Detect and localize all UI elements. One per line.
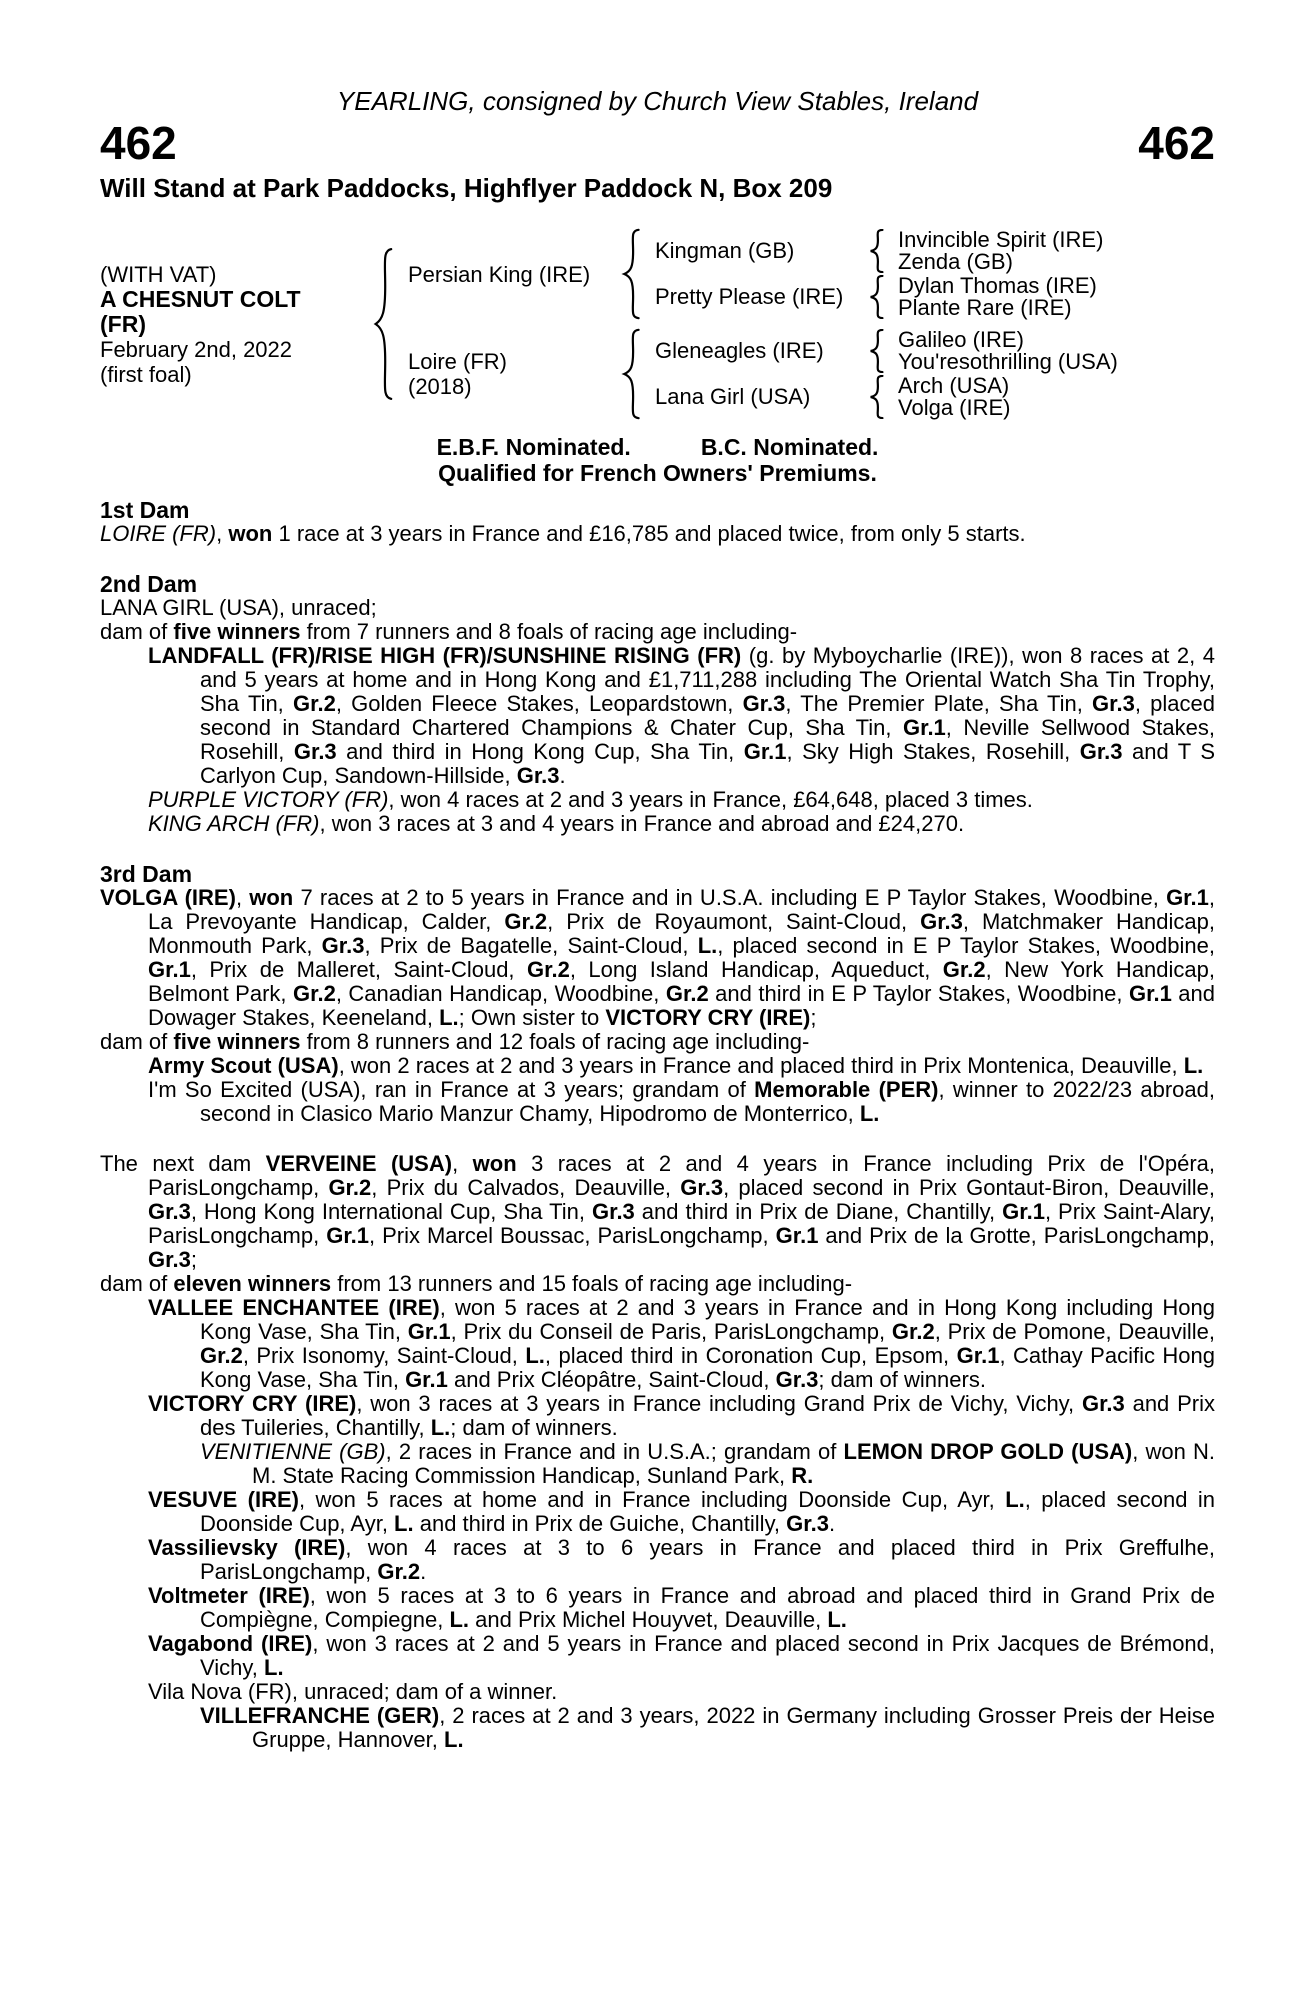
bc-nomination: B.C. Nominated. [700, 434, 879, 460]
lot-number-right: 462 [1138, 117, 1215, 169]
granddam-group [643, 375, 1215, 419]
nominations-line [100, 434, 1215, 460]
text-run: , Hong Kong International Cup, Sha Tin, [190, 1199, 592, 1224]
catalog-paragraph [100, 1272, 1215, 1296]
text-run: , Prix Saint-Alary, ParisLongchamp, [148, 1199, 1215, 1248]
text-run: , placed second in Doonside Cup, Ayr, [200, 1487, 1216, 1536]
text-run: from 7 runners and 8 foals of racing age including- [300, 619, 798, 644]
text-run: , Prix du Calvados, Deauville, [371, 1175, 681, 1200]
text-run: Gr.1 [743, 739, 787, 764]
dam-name-block [396, 349, 621, 399]
pedigree-table [100, 228, 1215, 420]
catalog-paragraph [100, 1078, 1215, 1126]
brace-icon [868, 229, 886, 273]
ggp-name: You'resothrilling (USA) [898, 349, 1118, 374]
text-run: ; dam of winners. [818, 1367, 986, 1392]
catalog-paragraph [100, 1296, 1215, 1392]
catalog-paragraph [100, 644, 1215, 788]
text-run: KING ARCH (FR) [148, 811, 320, 836]
catalog-paragraph [100, 1440, 1215, 1488]
text-run: , won 3 races at 3 years in France including Grand Prix de Vichy, Vichy, [356, 1391, 1082, 1416]
text-run: LANA GIRL (USA), unraced; [100, 595, 377, 620]
text-run: , placed second in Standard Chartered Champions & Chater Cup, Sha Tin, [200, 691, 1215, 740]
text-run: ; [810, 1005, 817, 1030]
text-run: Voltmeter (IRE) [148, 1583, 310, 1608]
brace-icon [372, 246, 396, 402]
text-run: Gr.1 [902, 715, 946, 740]
catalog-paragraph [100, 596, 1215, 620]
section-heading [100, 862, 1215, 886]
text-run: Gr.3 [1079, 739, 1123, 764]
consignor-line: YEARLING, consigned by Church View Stables, Ireland [336, 86, 979, 116]
text-run: and third in Prix de Guiche, Chantilly, [413, 1511, 787, 1536]
catalog-paragraph [100, 1680, 1215, 1704]
text-run: L. [525, 1343, 545, 1368]
text-run: 1st Dam [100, 497, 190, 523]
text-run: and Prix des Tuileries, Chantilly, [200, 1391, 1215, 1440]
ggp-name: Arch (USA) [898, 373, 1010, 398]
text-run: VILLEFRANCHE (GER) [200, 1703, 440, 1728]
pedigree-generations [396, 228, 1215, 420]
text-run: 2nd Dam [100, 571, 198, 597]
grandsire-name: Gleneagles (IRE) [655, 338, 824, 363]
brace-icon [621, 328, 643, 420]
text-run: R. [791, 1463, 814, 1488]
text-run: Gr.2 [891, 1319, 935, 1344]
text-run: L. [264, 1655, 284, 1680]
foal-note: (first foal) [100, 361, 192, 387]
text-run: , won 4 races at 3 to 6 years in France and placed third in Prix Greffulhe, ParisLongchamp, [200, 1535, 1215, 1584]
ggp-name: Volga (IRE) [898, 395, 1011, 420]
text-run: Gr.3 [1092, 691, 1135, 716]
lot-number-left: 462 [100, 117, 177, 169]
text-run: Gr.3 [148, 1247, 191, 1272]
text-run: , Prix de Pomone, Deauville, [934, 1319, 1215, 1344]
catalog-paragraph [100, 1488, 1215, 1536]
text-run: (g. by Myboycharlie (IRE)), won 8 races at 2, 4 and 5 years at home and in Hong Kong and £1,711,288 including The Oriental Watch Sha Tin Trophy, Sha Tin, [200, 643, 1215, 716]
text-run: , placed second in Prix Gontaut-Biron, Deauville, [723, 1175, 1216, 1200]
text-run: 7 races at 2 to 5 years in France and in U.S.A. including E P Taylor Stakes, Woodbine, [293, 885, 1167, 910]
text-run: L. [697, 933, 718, 958]
text-run: , won 5 races at 3 to 6 years in France and abroad and placed third in Grand Prix de Compiègne, Compiegne, [200, 1583, 1215, 1632]
text-run: VICTORY CRY (IRE) [605, 1005, 811, 1030]
text-run: L. [444, 1727, 464, 1752]
text-run: , won 3 races at 3 and 4 years in France and abroad and £24,270. [319, 811, 965, 836]
text-run: Gr.1 [956, 1343, 1000, 1368]
text-run: Vagabond (IRE) [148, 1631, 313, 1656]
text-run: , Prix de Malleret, Saint-Cloud, [190, 957, 527, 982]
text-run: Army Scout (USA) [148, 1053, 339, 1078]
text-run: , Cathay Pacific Hong Kong Vase, Sha Tin, [200, 1343, 1216, 1392]
text-run: from 8 runners and 12 foals of racing age including- [300, 1029, 810, 1054]
text-run: , won 5 races at home and in France including Doonside Cup, Ayr, [299, 1487, 1006, 1512]
text-run: five winners [173, 1029, 301, 1054]
text-run: VESUVE (IRE) [148, 1487, 300, 1512]
text-run: , Prix du Conseil de Paris, ParisLongchamp, [450, 1319, 892, 1344]
text-run: LEMON DROP GOLD (USA) [843, 1439, 1133, 1464]
text-run: Gr.2 [200, 1343, 243, 1368]
text-run: Gr.3 [775, 1367, 819, 1392]
text-run: Gr.1 [326, 1223, 370, 1248]
ggp-name: Plante Rare (IRE) [898, 295, 1072, 320]
text-run: The next dam [100, 1151, 266, 1176]
text-run: Gr.3 [920, 909, 963, 934]
text-run: , Prix de Bagatelle, Saint-Cloud, [364, 933, 698, 958]
text-run: Gr.2 [293, 981, 336, 1006]
granddam-name: Pretty Please (IRE) [655, 284, 844, 309]
text-run: and Prix Cléopâtre, Saint-Cloud, [447, 1367, 776, 1392]
text-run: LOIRE (FR) [100, 521, 217, 546]
text-run: and third in E P Taylor Stakes, Woodbine, [708, 981, 1130, 1006]
catalog-paragraph [100, 788, 1215, 812]
text-run: ; Own sister to [458, 1005, 606, 1030]
text-run: , Sky High Stakes, Rosehill, [786, 739, 1080, 764]
section-heading [100, 572, 1215, 596]
text-run: Vila Nova (FR), unraced; dam of a winner. [148, 1679, 558, 1704]
text-run: Gr.1 [775, 1223, 819, 1248]
premium-qualification: Qualified for French Owners' Premiums. [438, 460, 877, 486]
text-run: won [228, 521, 273, 546]
text-run: ; [190, 1247, 197, 1272]
text-run: 3rd Dam [100, 861, 193, 887]
text-run: VICTORY CRY (IRE) [148, 1391, 357, 1416]
text-run: Gr.1 [407, 1319, 451, 1344]
text-run: won [472, 1151, 517, 1176]
text-run: , [452, 1151, 473, 1176]
text-run: eleven winners [173, 1271, 332, 1296]
ggp-name: Invincible Spirit (IRE) [898, 227, 1104, 252]
dam-branch [396, 328, 1215, 420]
text-run: L. [439, 1005, 459, 1030]
text-run: Gr.2 [293, 691, 336, 716]
stand-location: Will Stand at Park Paddocks, Highflyer Paddock N, Box 209 [100, 173, 833, 203]
text-run: PURPLE VICTORY (FR) [148, 787, 389, 812]
text-run: Vassilievsky (IRE) [148, 1535, 346, 1560]
text-run: , [235, 885, 250, 910]
text-run: Gr.2 [328, 1175, 372, 1200]
dam-name: Loire (FR) [408, 349, 508, 374]
catalog-paragraph [100, 1392, 1215, 1440]
catalog-body [100, 498, 1215, 1752]
granddam-group [643, 275, 1215, 319]
text-run: Gr.1 [405, 1367, 448, 1392]
text-run: , won 5 races at 2 and 3 years in France and in Hong Kong including Hong Kong Vase, Sha Tin, [200, 1295, 1216, 1344]
catalog-paragraph [100, 1704, 1215, 1752]
catalog-paragraph [100, 1054, 1215, 1078]
text-run: L. [1005, 1487, 1025, 1512]
text-run: won [249, 885, 294, 910]
ggp-name: Galileo (IRE) [898, 327, 1024, 352]
text-run: LANDFALL (FR)/RISE HIGH (FR)/SUNSHINE RISING (FR) [148, 643, 742, 668]
text-run: I'm So Excited (USA), ran in France at 3 years; grandam of [148, 1077, 755, 1102]
text-run: and third in Prix de Diane, Chantilly, [634, 1199, 1003, 1224]
text-run: L. [449, 1607, 470, 1632]
text-run: L. [430, 1415, 451, 1440]
catalog-paragraph [100, 1536, 1215, 1584]
text-run: , Neville Sellwood Stakes, Rosehill, [200, 715, 1215, 764]
text-run: Gr.1 [148, 957, 191, 982]
text-run: L. [1183, 1053, 1204, 1078]
grandsire-group [643, 229, 1215, 273]
text-run: , The Premier Plate, Sha Tin, [785, 691, 1093, 716]
subject-block [100, 262, 372, 387]
grandsire-name: Kingman (GB) [655, 238, 795, 263]
ggp-name: Zenda (GB) [898, 249, 1013, 274]
text-run: ; dam of winners. [450, 1415, 618, 1440]
text-run: five winners [173, 619, 301, 644]
brace-icon [868, 275, 886, 319]
text-run: and T S Carlyon Cup, Sandown-Hillside, [200, 739, 1215, 788]
text-run: . [828, 1511, 836, 1536]
text-run: , won 4 races at 2 and 3 years in France, £64,648, placed 3 times. [388, 787, 1033, 812]
text-run: Gr.1 [1129, 981, 1172, 1006]
text-run: L. [827, 1607, 847, 1632]
text-run: L. [394, 1511, 414, 1536]
text-run: Gr.3 [786, 1511, 829, 1536]
text-run: . [420, 1559, 427, 1584]
catalog-paragraph [100, 1632, 1215, 1680]
text-run: Gr.1 [1002, 1199, 1045, 1224]
text-run: Gr.3 [680, 1175, 724, 1200]
text-run: and third in Hong Kong Cup, Sha Tin, [336, 739, 744, 764]
text-run: Gr.1 [1166, 885, 1209, 910]
text-run: Gr.2 [504, 909, 548, 934]
text-run: , won 3 races at 2 and 5 years in France and placed second in Prix Jacques de Brémond, Vichy, [200, 1631, 1216, 1680]
text-run: VOLGA (IRE) [100, 885, 236, 910]
catalog-paragraph [100, 620, 1215, 644]
catalog-paragraph [100, 522, 1215, 546]
text-run: , La Prevoyante Handicap, Calder, [148, 885, 1215, 934]
text-run: . [559, 763, 566, 788]
text-run: Gr.3 [148, 1199, 191, 1224]
text-run: , placed third in Coronation Cup, Epsom, [544, 1343, 957, 1368]
ggp-name: Dylan Thomas (IRE) [898, 273, 1097, 298]
text-run: , won 2 races at 2 and 3 years in France and placed third in Prix Montenica, Deauville, [338, 1053, 1184, 1078]
text-run: Gr.2 [942, 957, 986, 982]
text-run: Gr.3 [321, 933, 365, 958]
text-run: Gr.3 [742, 691, 786, 716]
text-run: dam of [100, 619, 174, 644]
brace-icon [621, 228, 643, 320]
text-run: Gr.2 [377, 1559, 421, 1584]
text-run: , Matchmaker Handicap, Monmouth Park, [148, 909, 1216, 958]
catalog-paragraph [100, 1152, 1215, 1272]
subject-name: A CHESNUT COLT [100, 285, 301, 312]
sire-branch [396, 228, 1215, 320]
brace-icon [868, 329, 886, 373]
text-run: , New York Handicap, Belmont Park, [148, 957, 1215, 1006]
text-run: , Long Island Handicap, Aqueduct, [569, 957, 943, 982]
text-run: , Prix de Royaumont, Saint-Cloud, [547, 909, 921, 934]
text-run: , Prix Marcel Boussac, ParisLongchamp, [369, 1223, 776, 1248]
text-run: Gr.3 [516, 763, 560, 788]
granddam-name: Lana Girl (USA) [655, 384, 811, 409]
text-run: , winner to 2022/23 abroad, second in Clasico Mario Manzur Chamy, Hipodromo de Monterrico, [200, 1077, 1216, 1126]
text-run: Gr.2 [527, 957, 570, 982]
text-run: , 2 races at 2 and 3 years, 2022 in Germany including Grosser Preis der Heise Gruppe, Hannover, [252, 1703, 1215, 1752]
text-run: dam of [100, 1271, 174, 1296]
catalog-paragraph [100, 886, 1215, 1030]
text-run: 1 race at 3 years in France and £16,785 and placed twice, from only 5 starts. [272, 521, 1026, 546]
lot-number-row [100, 117, 1215, 169]
text-run: , Canadian Handicap, Woodbine, [335, 981, 666, 1006]
brace-icon [868, 375, 886, 419]
text-run: L. [859, 1101, 880, 1126]
section-heading [100, 498, 1215, 522]
text-run: 3 races at 2 and 4 years in France including Prix de l'Opéra, ParisLongchamp, [148, 1151, 1216, 1200]
text-run: from 13 runners and 15 foals of racing age including- [331, 1271, 853, 1296]
subject-suffix: (FR) [100, 310, 146, 337]
vat-note: (WITH VAT) [100, 261, 217, 287]
catalog-paragraph [100, 812, 1215, 836]
text-run: and Prix Michel Houyvet, Deauville, [469, 1607, 828, 1632]
catalog-paragraph [100, 1584, 1215, 1632]
text-run: and Prix de la Grotte, ParisLongchamp, [818, 1223, 1215, 1248]
catalog-paragraph [100, 1030, 1215, 1054]
grandsire-group [643, 329, 1215, 373]
text-run: VENITIENNE (GB) [200, 1439, 386, 1464]
text-run: , won N. M. State Racing Commission Handicap, Sunland Park, [252, 1439, 1215, 1488]
ebf-nomination: E.B.F. Nominated. [436, 434, 631, 460]
text-run: Memorable (PER) [754, 1077, 939, 1102]
dam-year: (2018) [408, 374, 472, 399]
text-run: VALLEE ENCHANTEE (IRE) [148, 1295, 440, 1320]
text-run: Gr.3 [591, 1199, 635, 1224]
text-run: , 2 races in France and in U.S.A.; grandam of [385, 1439, 844, 1464]
text-run: Gr.3 [293, 739, 337, 764]
text-run: , [216, 521, 229, 546]
sire-name: Persian King (IRE) [408, 261, 591, 287]
text-run: dam of [100, 1029, 174, 1054]
text-run: VERVEINE (USA) [265, 1151, 453, 1176]
text-run: and Dowager Stakes, Keeneland, [148, 981, 1216, 1030]
text-run: Gr.3 [1081, 1391, 1125, 1416]
text-run: Gr.2 [665, 981, 709, 1006]
text-run: , Prix Isonomy, Saint-Cloud, [242, 1343, 526, 1368]
text-run: , placed second in E P Taylor Stakes, Woodbine, [717, 933, 1215, 958]
text-run: , Golden Fleece Stakes, Leopardstown, [335, 691, 743, 716]
foal-date: February 2nd, 2022 [100, 336, 293, 362]
